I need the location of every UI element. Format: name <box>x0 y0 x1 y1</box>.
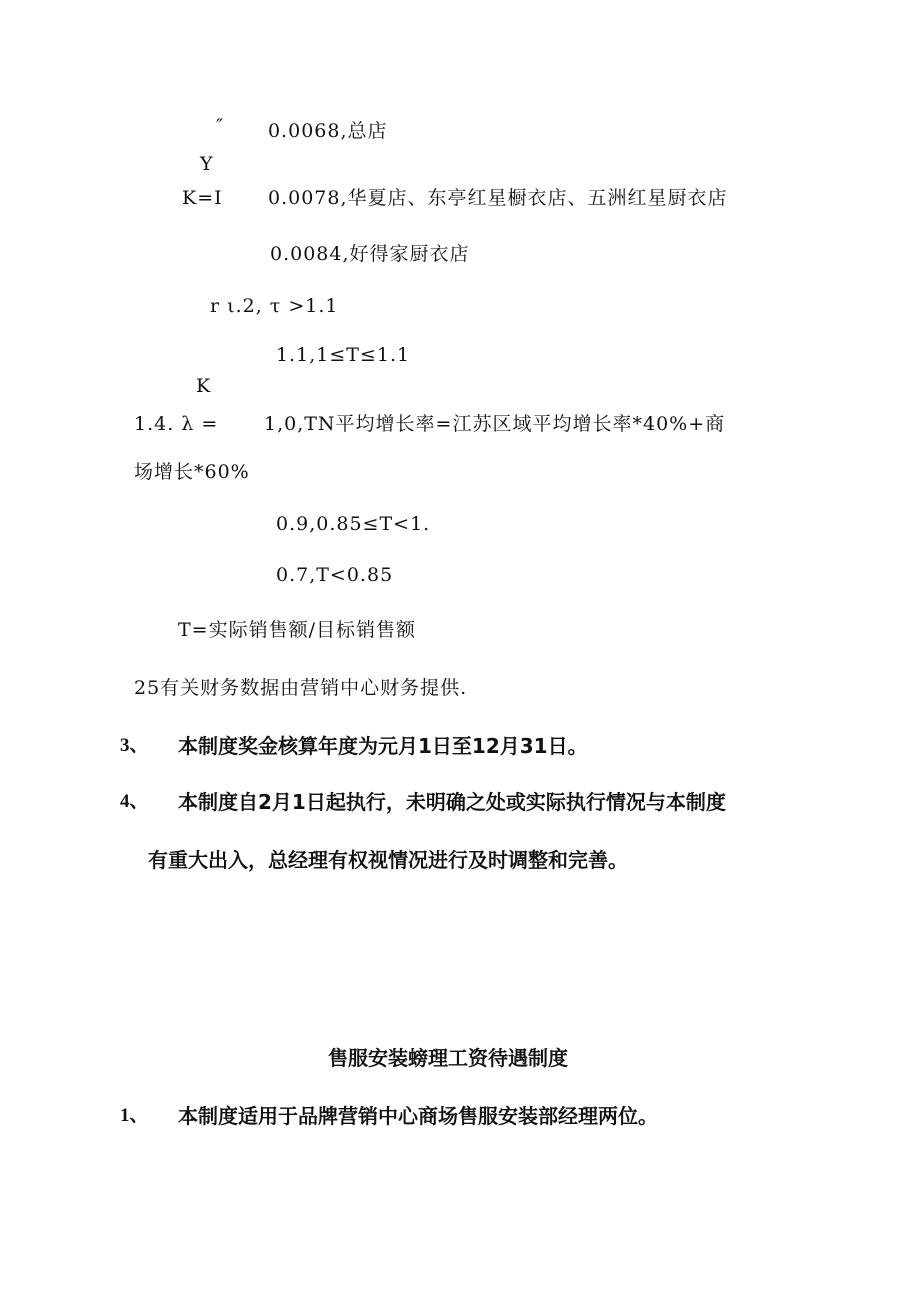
formula-lambda-row-3: 0.7,T<0.85 <box>276 564 394 586</box>
formula-y-variable: Y <box>200 153 214 175</box>
item-4-text: 本制度自2月1日起执行，未明确之处或实际执行情况与本制度 <box>178 790 726 814</box>
formula-lambda-label: 1.4. λ = <box>134 413 219 435</box>
formula-lambda-row-2: 0.9,0.85≤T<1. <box>276 513 431 535</box>
note-finance-data: 25有关财务数据由营销中心财务提供. <box>134 677 468 699</box>
formula-mark: ″ <box>216 115 225 137</box>
formula-k-variable: K <box>196 375 212 397</box>
item-4-text-continued: 有重大出入，总经理有权视情况进行及时调整和完善。 <box>148 848 628 872</box>
formula-k-row-1: 1.1,1≤T≤1.1 <box>276 344 411 366</box>
formula-t-definition: T=实际销售额/目标销售额 <box>178 619 416 641</box>
item-4-number: 4、 <box>120 791 149 812</box>
formula-k-label: K=I <box>182 187 223 209</box>
formula-lambda-row-1: 1,0,TN平均增长率=江苏区域平均增长率*40%+商 <box>264 413 726 435</box>
item-3-text: 本制度奖金核算年度为元月1日至12月31日。 <box>178 734 588 758</box>
section-item-1-text: 本制度适用于品牌营销中心商场售服安装部经理两位。 <box>178 1104 658 1128</box>
item-3-number: 3、 <box>120 735 149 756</box>
section-item-1-number: 1、 <box>120 1105 149 1126</box>
formula-r-line: r ι.2, τ >1.1 <box>210 295 339 317</box>
formula-row-1: 0.0068,总店 <box>268 120 388 142</box>
formula-row-2: 0.0078,华夏店、东亭红星橱衣店、五洲红星厨衣店 <box>268 187 728 209</box>
formula-row-3: 0.0084,好得家厨衣店 <box>270 243 470 265</box>
section-title: 售服安装螃理工资待遇制度 <box>328 1046 568 1070</box>
formula-lambda-row-1-continued: 场增长*60% <box>134 461 250 483</box>
